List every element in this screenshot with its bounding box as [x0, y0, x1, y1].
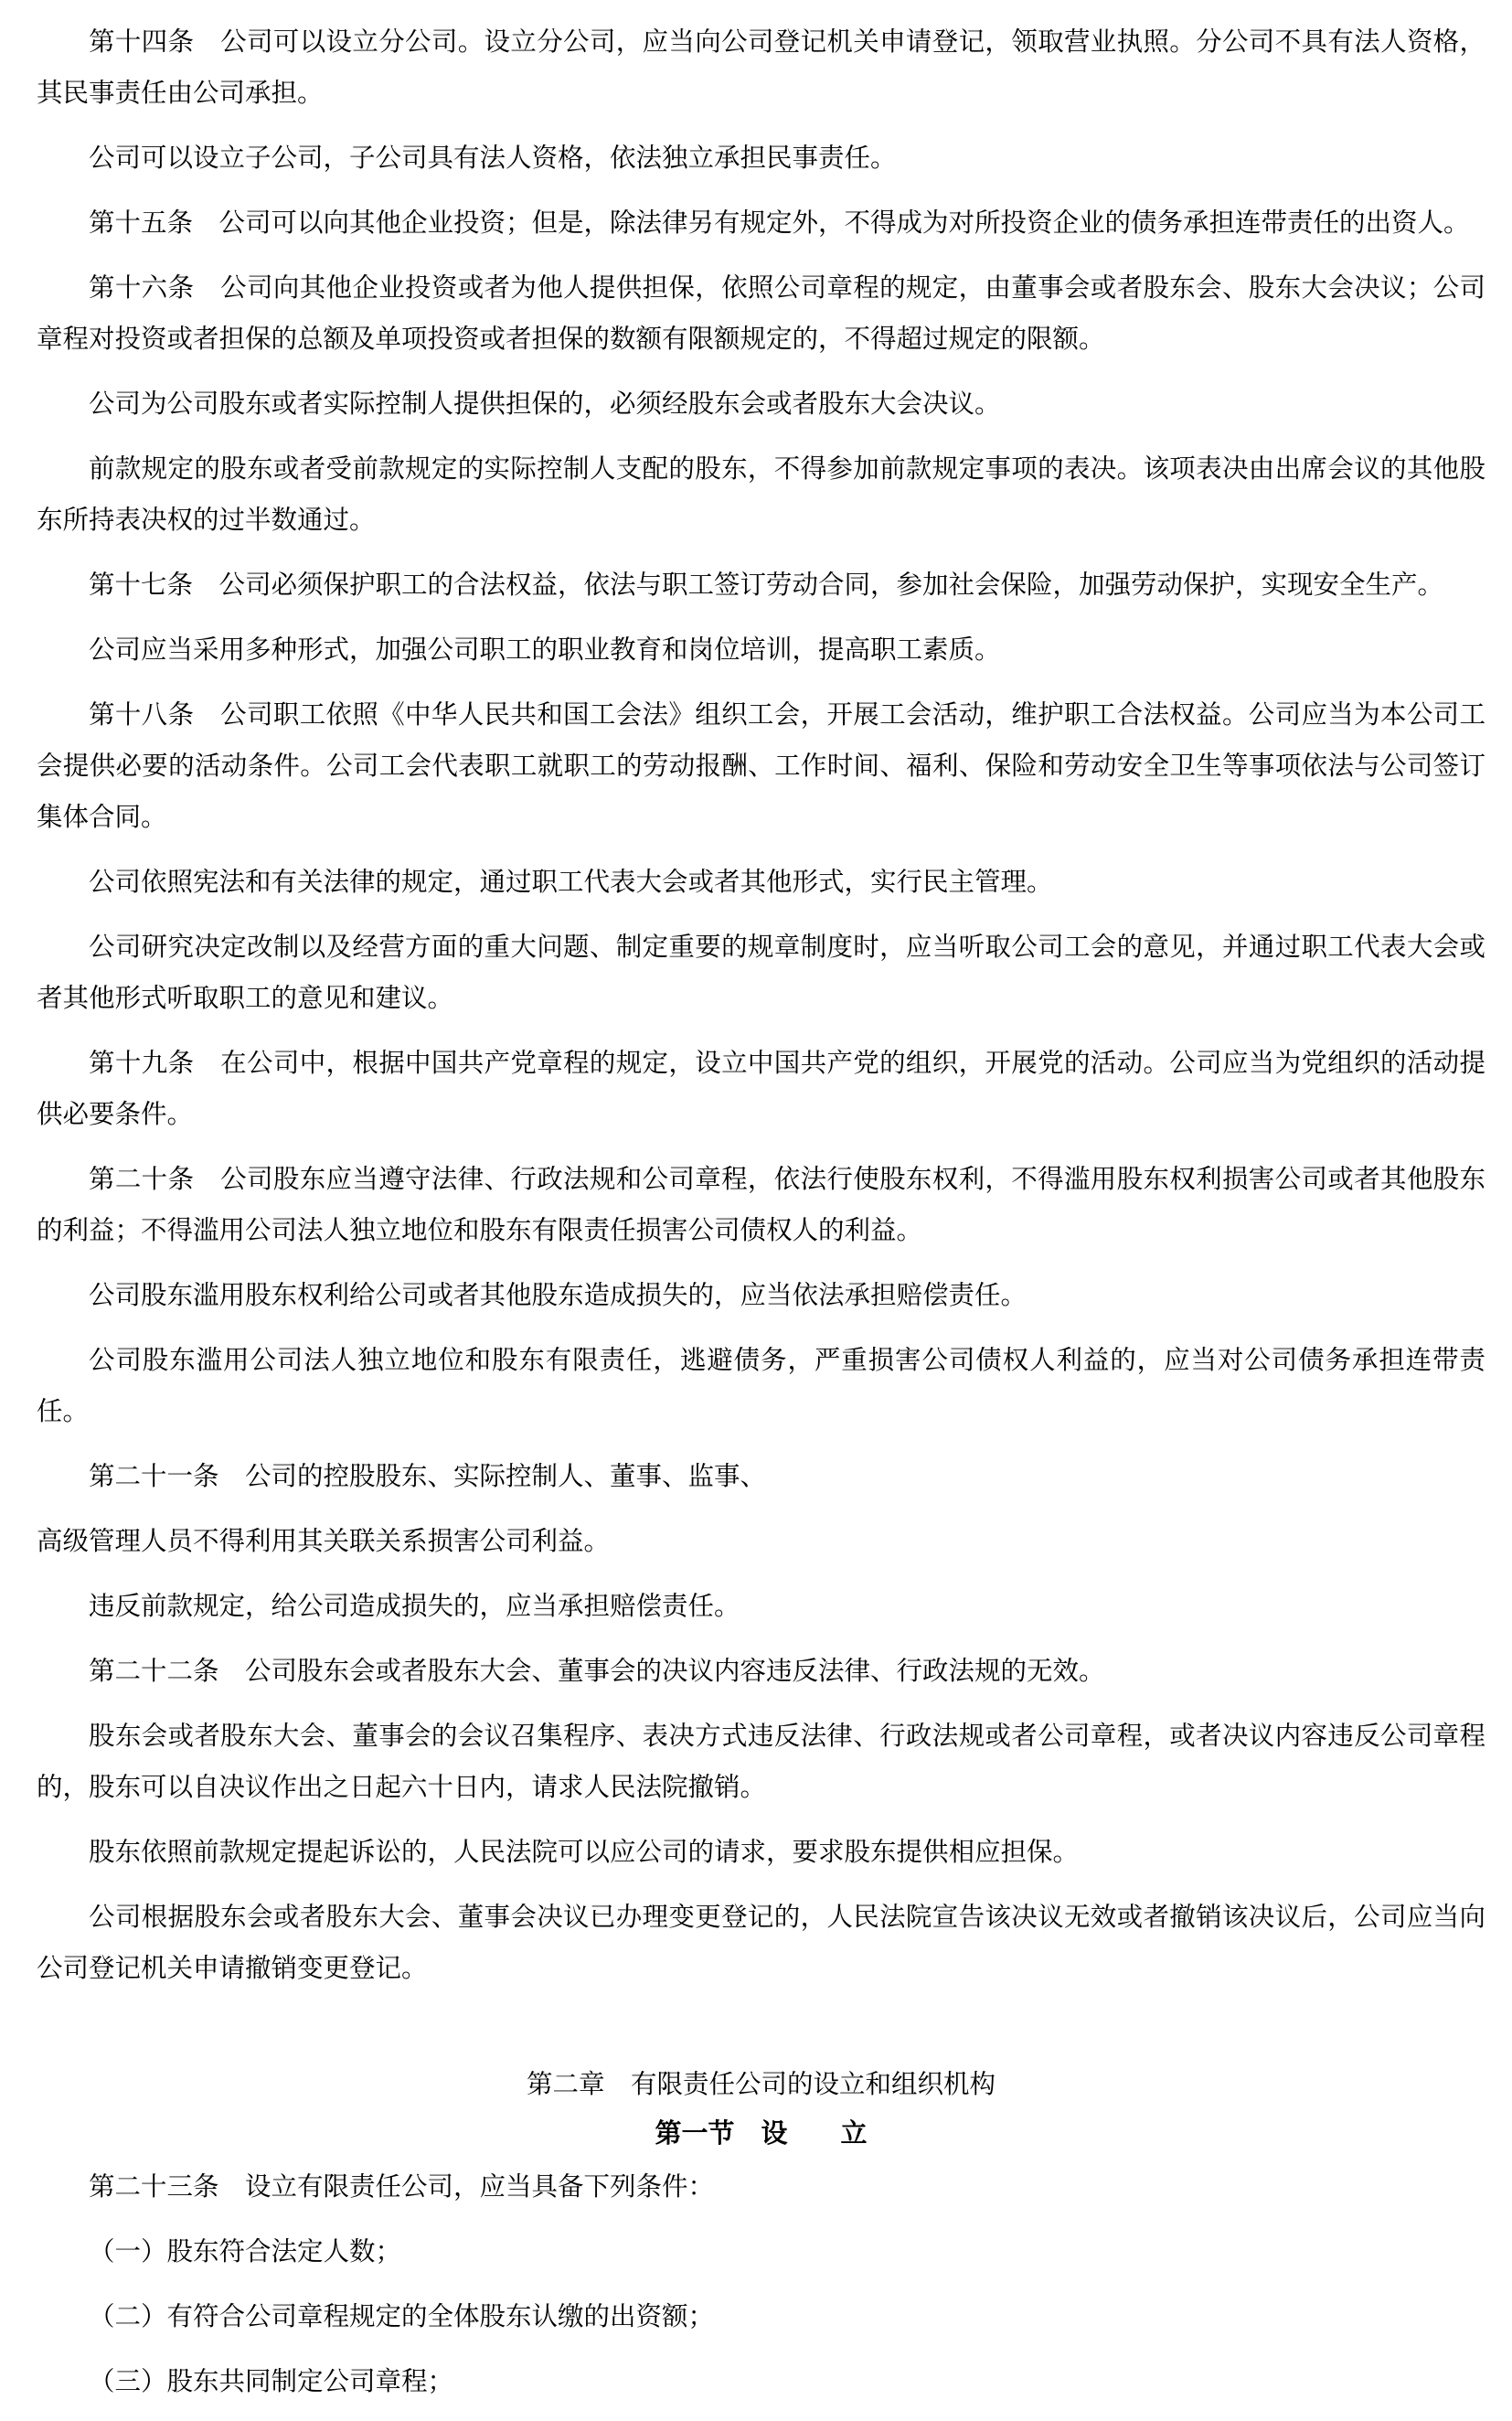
article-21-paragraph-2: 违反前款规定，给公司造成损失的，应当承担赔偿责任。 — [89, 1591, 740, 1621]
chapter-title: 第二章 有限责任公司的设立和组织机构 — [526, 2069, 996, 2099]
article-17-paragraph-2: 公司应当采用多种形式，加强公司职工的职业教育和岗位培训，提高职工素质。 — [89, 635, 1001, 665]
article-14-paragraph-2: 公司可以设立子公司，子公司具有法人资格，依法独立承担民事责任。 — [89, 143, 897, 173]
section-gap — [37, 2008, 1485, 2059]
article-22-paragraph-3: 股东依照前款规定提起诉讼的，人民法院可以应公司的请求，要求股东提供相应担保。 — [89, 1837, 1080, 1867]
article-18-paragraph-3: 公司研究决定改制以及经营方面的重大问题、制定重要的规章制度时，应当听取公司工会的意见，并通过职工代表大会或者其他形式听取职工的意见和建议。 — [37, 932, 1485, 1013]
article-20-paragraph-3: 公司股东滥用公司法人独立地位和股东有限责任，逃避债务，严重损害公司债权人利益的，应当对公司债务承担连带责任。 — [37, 1345, 1485, 1426]
article-20-paragraph: 第二十条 公司股东应当遵守法律、行政法规和公司章程，依法行使股东权利，不得滥用股东权利损害公司或者其他股东的利益；不得滥用公司法人独立地位和股东有限责任损害公司债权人的利益。 — [37, 1164, 1485, 1245]
article-23-paragraph: 第二十三条 设立有限责任公司，应当具备下列条件： — [89, 2171, 715, 2202]
document-page — [37, 16, 1485, 2421]
article-21-line-2: 高级管理人员不得利用其关联关系损害公司利益。 — [37, 1526, 611, 1556]
article-22-paragraph: 第二十二条 公司股东会或者股东大会、董事会的决议内容违反法律、行政法规的无效。 — [89, 1656, 1105, 1686]
article-16-paragraph: 第十六条 公司向其他企业投资或者为他人提供担保，依照公司章程的规定，由董事会或者股东会、股东大会决议；公司章程对投资或者担保的总额及单项投资或者担保的数额有限额规定的，不得超过规定的限额。 — [37, 272, 1485, 354]
condition-item-2: （二）有符合公司章程规定的全体股东认缴的出资额； — [89, 2301, 715, 2331]
condition-item-3: （三）股东共同制定公司章程； — [89, 2366, 454, 2396]
article-15-paragraph: 第十五条 公司可以向其他企业投资；但是，除法律另有规定外，不得成为对所投资企业的债务承担连带责任的出资人。 — [89, 208, 1470, 238]
condition-item-1: （一）股东符合法定人数； — [89, 2236, 402, 2266]
article-19-paragraph: 第十九条 在公司中，根据中国共产党章程的规定，设立中国共产党的组织，开展党的活动。公司应当为党组织的活动提供必要条件。 — [37, 1048, 1485, 1129]
article-14-paragraph: 第十四条 公司可以设立分公司。设立分公司，应当向公司登记机关申请登记，领取营业执照。分公司不具有法人资格，其民事责任由公司承担。 — [37, 27, 1485, 108]
article-17-paragraph: 第十七条 公司必须保护职工的合法权益，依法与职工签订劳动合同，参加社会保险，加强劳动保护，实现安全生产。 — [89, 570, 1444, 600]
article-20-paragraph-2: 公司股东滥用股东权利给公司或者其他股东造成损失的，应当依法承担赔偿责任。 — [89, 1280, 1028, 1310]
article-18-paragraph: 第十八条 公司职工依照《中华人民共和国工会法》组织工会，开展工会活动，维护职工合法权益。公司应当为本公司工会提供必要的活动条件。公司工会代表职工就职工的劳动报酬、工作时间、福利、保险和劳动安全卫生等事项依法与公司签订集体合同。 — [37, 699, 1485, 832]
section-title: 第一节 设 立 — [655, 2117, 868, 2149]
article-18-paragraph-2: 公司依照宪法和有关法律的规定，通过职工代表大会或者其他形式，实行民主管理。 — [89, 867, 1053, 897]
article-16-paragraph-2: 公司为公司股东或者实际控制人提供担保的，必须经股东会或者股东大会决议。 — [89, 389, 1001, 419]
article-21-line-1: 第二十一条 公司的控股股东、实际控制人、董事、监事、 — [89, 1461, 767, 1491]
article-22-paragraph-4: 公司根据股东会或者股东大会、董事会决议已办理变更登记的，人民法院宣告该决议无效或者撤销该决议后，公司应当向公司登记机关申请撤销变更登记。 — [37, 1902, 1485, 1983]
article-16-paragraph-3: 前款规定的股东或者受前款规定的实际控制人支配的股东，不得参加前款规定事项的表决。该项表决由出席会议的其他股东所持表决权的过半数通过。 — [37, 453, 1485, 535]
article-22-paragraph-2: 股东会或者股东大会、董事会的会议召集程序、表决方式违反法律、行政法规或者公司章程，或者决议内容违反公司章程的，股东可以自决议作出之日起六十日内，请求人民法院撤销。 — [37, 1721, 1485, 1802]
